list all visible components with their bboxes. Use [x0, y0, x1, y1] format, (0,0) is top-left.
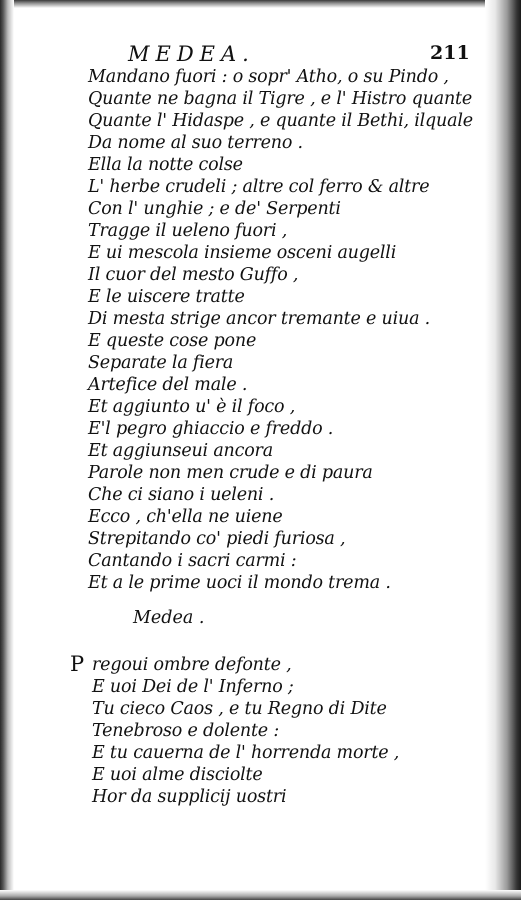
initial-letter: P [70, 652, 85, 676]
page-number: 211 [430, 42, 470, 64]
verse-line: Et a le prime uoci il mondo trema . [88, 573, 391, 593]
page-top-edge [0, 0, 521, 8]
verse-line: Mandano fuori : o sopr' Atho, o su Pindo , [88, 67, 449, 87]
speaker-heading: Medea . [133, 608, 205, 628]
verse-line: E uoi Dei de l' Inferno ; [92, 677, 294, 697]
verse-line: Ecco , ch'ella ne uiene [88, 507, 283, 527]
verse-line: Et aggiunto u' è il foco , [88, 397, 296, 417]
verse-line: Quante l' Hidaspe , e quante il Bethi, ilquale [88, 111, 473, 131]
verse-line: Cantando i sacri carmi : [88, 551, 297, 571]
verse-line: Da nome al suo terreno . [88, 133, 303, 153]
verse-line: L' herbe crudeli ; altre col ferro & altre [88, 177, 430, 197]
verse-line: Il cuor del mesto Guffo , [88, 265, 299, 285]
verse-line: Tu cieco Caos , e tu Regno di Dite [92, 699, 387, 719]
running-title: MEDEA. [128, 42, 255, 66]
verse-line: E uoi alme disciolte [92, 765, 263, 785]
verse-line: Parole non men crude e di paura [88, 463, 373, 483]
verse-line: E'l pegro ghiaccio e freddo . [88, 419, 334, 439]
verse-line: Hor da supplicij uostri [92, 787, 287, 807]
verse-line: E ui mescola insieme osceni augelli [88, 243, 397, 263]
verse-line: regoui ombre defonte , [92, 655, 292, 675]
verse-line: Con l' unghie ; e de' Serpenti [88, 199, 341, 219]
page-edge-shadow [485, 0, 521, 900]
verse-line: Separate la fiera [88, 353, 234, 373]
verse-line: Tenebroso e dolente : [92, 721, 280, 741]
verse-line: Quante ne bagna il Tigre , e l' Histro quante [88, 89, 472, 109]
verse-line: E tu cauerna de l' horrenda morte , [92, 743, 400, 763]
verse-line: Che ci siano i ueleni . [88, 485, 275, 505]
verse-line: Artefice del male . [88, 375, 248, 395]
verse-line: Di mesta strige ancor tremante e uiua . [88, 309, 431, 329]
verse-line: Et aggiunseui ancora [88, 441, 273, 461]
verse-line: Ella la notte colse [88, 155, 243, 175]
verse-line: Strepitando co' piedi furiosa , [88, 529, 346, 549]
verse-line: E le uiscere tratte [88, 287, 245, 307]
page-bottom-edge [0, 890, 521, 900]
verse-line: Tragge il ueleno fuori , [88, 221, 288, 241]
verse-line: E queste cose pone [88, 331, 257, 351]
page-gutter-shadow [0, 0, 14, 900]
